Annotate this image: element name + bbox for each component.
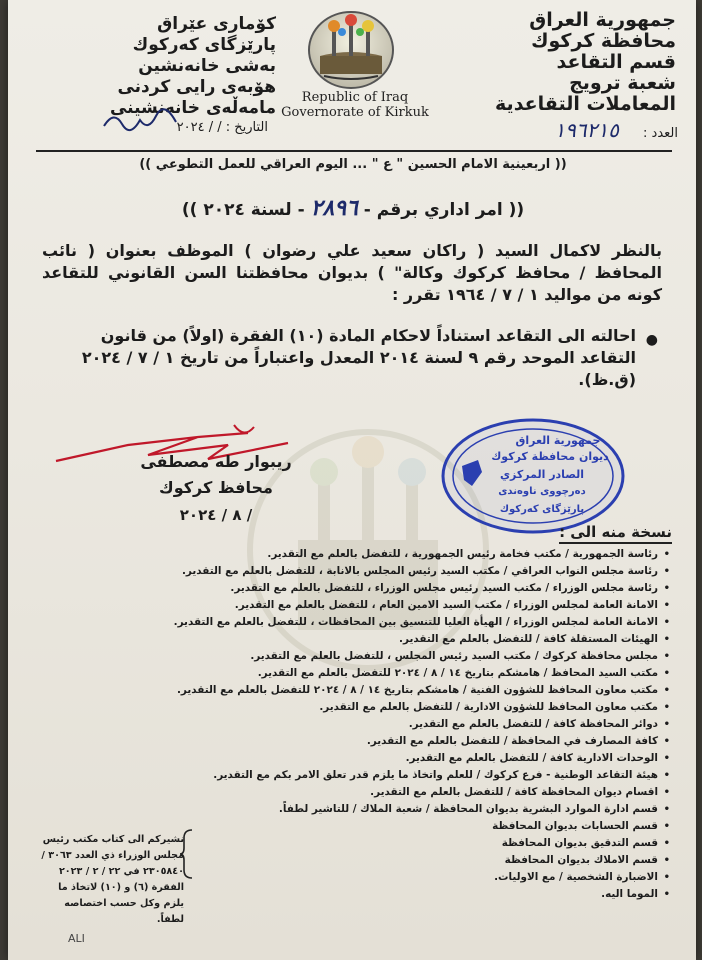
list-item: • الموما اليه. — [210, 886, 670, 903]
svg-text:دەرچووی ناوەندی: دەرچووی ناوەندی — [498, 486, 586, 497]
footer-initials: ALI — [68, 932, 85, 945]
decision-text: احالته الى التقاعد استناداً لاحكام المادة (١٠) الفقرة (اولاً) من قانون التقاعد الموحد رقم ٩ لسنة ٢٠١٤ المعدل واعتباراً من تاريخ ١ / ٧ / ٢٠٢٤ (ق.ظ). — [81, 326, 636, 389]
header-kurdish-line: بەشی خانەنشین — [138, 56, 276, 76]
header-kurdish-line: هۆبەی رایی كردنی — [117, 77, 276, 97]
document-number — [428, 118, 678, 142]
header-divider — [36, 150, 672, 152]
header-english-line: Republic of Iraq — [301, 90, 409, 105]
number-value: ١٩٦٢١٥ — [554, 118, 619, 142]
signature-date: / ٨ / ٢٠٢٤ — [179, 506, 253, 524]
signature-scribble-icon — [48, 415, 368, 485]
svg-text:ديوان محافظة كركوك: ديوان محافظة كركوك — [491, 450, 609, 463]
header-arabic-line: محافظة كركوك — [531, 30, 676, 52]
occasion-line: (( اربعينية الامام الحسين " ع " ... اليوم العراقي للعمل التطوعي )) — [139, 157, 567, 172]
document-date — [48, 120, 268, 135]
signature-name: ريبوار طه مصطفى — [140, 452, 292, 471]
header-english-line: Governorate of Kirkuk — [281, 105, 429, 120]
header-arabic-line: شعبة ترويج — [569, 72, 676, 94]
list-item: • الاضبارة الشخصية / مع الاوليات. — [210, 869, 670, 886]
header-kurdish — [66, 14, 276, 119]
order-title — [38, 195, 668, 221]
list-item: • رئاسة الجمهورية / مكتب فخامة رئيس الجمهورية ، للتفضل بالعلم مع التقدير. — [210, 546, 670, 563]
brace-note: نشيركم الى كتاب مكتب رئيس مجلس الوزراء ذي العدد ٣٠٦٣ / ٢٣٠٥٨٤٠ في ٢٢ / ٢ / ٢٠٢٣ الفقرة (٦) و (١٠) لاتخاذ ما يلزم وكل حسب اختصاصه لطفاً. — [41, 834, 184, 925]
list-item: • مجلس محافظة كركوك / مكتب السيد رئيس المجلس ، للتفضل بالعلم مع التقدير. — [210, 648, 670, 665]
list-item: • الامانة العامة لمجلس الوزراء / مكتب السيد الامين العام ، للتفضل بالعلم مع التقدير. — [210, 597, 670, 614]
kirkuk-logo-icon — [306, 10, 396, 90]
svg-text:الصادر المركزي: الصادر المركزي — [499, 468, 585, 481]
header-english — [270, 90, 440, 120]
header-kurdish-line: پارێزگای كەركوك — [132, 35, 276, 55]
svg-text:پارێزگای كەركوك: پارێزگای كەركوك — [499, 504, 585, 515]
copy-list — [173, 546, 670, 903]
date-value: / / ٢٠٢٤ — [176, 120, 222, 135]
header-kurdish-line: مامەڵەی خانەنشینی — [109, 98, 276, 118]
bullet-icon: ● — [645, 332, 658, 348]
copy-title: نسخة منه الى : — [559, 523, 672, 544]
list-item: • رئاسة مجلس النواب العراقي / مكتب السيد رئيس المجلس بالانابة ، للتفضل بالعلم مع التقدير. — [210, 563, 670, 580]
list-item: • الهيئات المستقلة كافة / للتفضل بالعلم مع التقدير. — [210, 631, 670, 648]
order-number: ٢٨٩٦ — [310, 195, 358, 221]
header-arabic-line: المعاملات التقاعدية — [495, 93, 676, 115]
list-item: • كافة المصارف في المحافظة / للتفضل بالعلم مع التقدير. — [210, 733, 670, 750]
list-item: • مكتب معاون المحافظ للشؤون الادارية / للتفضل بالعلم مع التقدير. — [210, 699, 670, 716]
order-suffix: - لسنة ٢٠٢٤ )) — [181, 200, 305, 220]
list-item: • هيئة التقاعد الوطنية - فرع كركوك / للعلم واتخاذ ما يلزم قدر تعلق الامر بكم مع التقدير. — [210, 767, 670, 784]
main-paragraph: بالنظر لاكمال السيد ( راكان سعيد علي رضوان ) الموظف بعنوان ( نائب المحافظ / محافظ كركوك وكالة" ) بديوان محافظتنا السن القانوني للتقاعد كونه من مواليد ١ / ٧ / ١٩٦٤ تقرر : — [42, 241, 662, 304]
header-kurdish-line: كۆماری عێراق — [157, 14, 276, 34]
list-item: • الوحدات الادارية كافة / للتفضل بالعلم مع التقدير. — [210, 750, 670, 767]
list-item: • الامانة العامة لمجلس الوزراء / الهيأة العليا للتنسيق بين المحافظات ، للتفضل بالعلم مع التقدير. — [210, 614, 670, 631]
list-item: • مكتب السيد المحافظ / هامشكم بتاريخ ١٤ / ٨ / ٢٠٢٤ للتفضل بالعلم مع التقدير. — [210, 665, 670, 682]
list-item: • مكتب معاون المحافظ للشؤون الفنية / هامشكم بتاريخ ١٤ / ٨ / ٢٠٢٤ للتفضل بالعلم مع التقدير. — [210, 682, 670, 699]
list-item: • اقسام ديوان المحافظة كافة / للتفضل بالعلم مع التقدير. — [210, 784, 670, 801]
date-label: التاريخ : — [225, 120, 268, 135]
header-arabic-line: قسم التقاعد — [556, 51, 676, 73]
list-item: • دوائر المحافظة كافة / للتفضل بالعلم مع التقدير. — [210, 716, 670, 733]
list-item: • قسم ادارة الموارد البشرية بديوان المحافظة / شعبة الملاك / للتاشير لطفاً. — [210, 801, 670, 818]
list-item: • قسم الاملاك بديوان المحافظة — [210, 852, 670, 869]
list-item: • قسم التدقيق بديوان المحافظة — [210, 835, 670, 852]
header-arabic-line: جمهورية العراق — [529, 9, 676, 31]
official-stamp-icon — [438, 416, 628, 536]
svg-text:جمهورية العراق: جمهورية العراق — [515, 434, 601, 447]
document-page — [8, 0, 696, 960]
list-item: • قسم الحسابات بديوان المحافظة — [210, 818, 670, 835]
list-item: • رئاسة مجلس الوزراء / مكتب السيد رئيس مجلس الوزراء ، للتفضل بالعلم مع التقدير. — [210, 580, 670, 597]
signature-title: محافظ كركوك — [159, 478, 273, 497]
number-label: العدد : — [643, 126, 678, 141]
header-arabic — [466, 10, 676, 115]
order-prefix: (( امر اداري برقم - — [363, 200, 525, 220]
decision-item — [52, 325, 662, 391]
